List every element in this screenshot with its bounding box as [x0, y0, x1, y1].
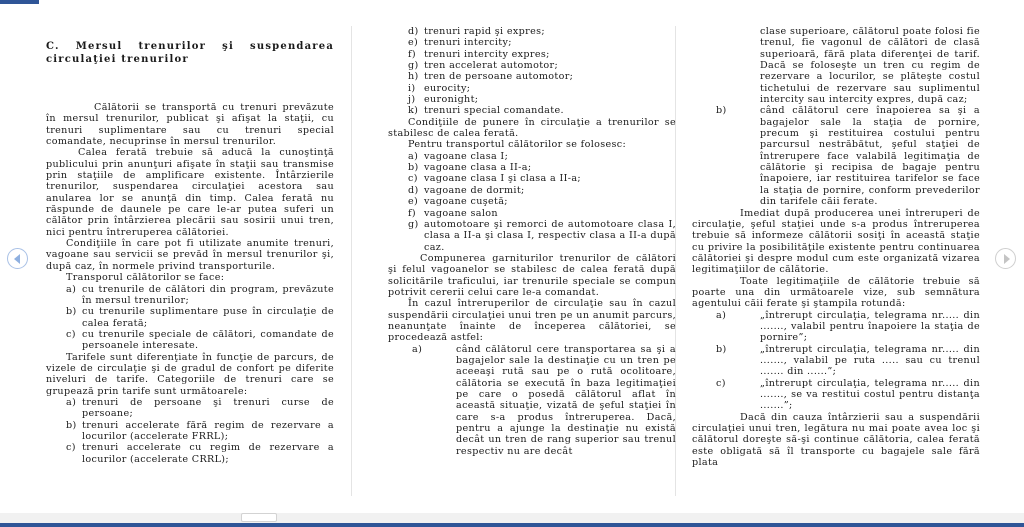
- list-item: [46, 284, 334, 307]
- column-right: [692, 26, 980, 468]
- list-item: [388, 49, 676, 60]
- list-label: g): [408, 60, 419, 72]
- paragraph: Condiţiile de punere în circulaţie a trenurilor se stabilesc de calea ferată.: [388, 116, 676, 140]
- list-text: euronight;: [424, 94, 479, 106]
- list-label: d): [408, 26, 419, 37]
- column-middle: [388, 26, 676, 457]
- chevron-left-icon: [14, 254, 20, 264]
- list-item: [46, 329, 334, 352]
- paragraph: Calea ferată trebuie să aducă la cunoştinţă publicului prin anunţuri afişate în staţii sau transmise prin staţiile de amplificare existente. Întârzierile trenurilor, suspendarea circulaţiei acestora sau anularea lor se anunţă din timp. Calea ferată nu răspunde de daunele pe care le-ar putea suferi un călător prin întârzierea plecării sau sosirii unui tren, nici pentru întreruperea călătoriei.: [46, 147, 334, 238]
- list-label: d): [408, 184, 419, 196]
- list-text: trenuri intercity;: [424, 37, 512, 49]
- list-text: vagoane clasa I;: [424, 150, 509, 162]
- list-label: b): [716, 343, 727, 355]
- list-label: i): [408, 82, 416, 94]
- list-label: a): [412, 343, 423, 355]
- list-item: [388, 196, 676, 207]
- list-text: „întrerupt circulaţia, telegrama nr..... din ......., valabil pe ruta ..... sau cu trenul ....... din ......”;: [760, 343, 980, 378]
- list-text: „întrerupt circulaţia, telegrama nr..... din ......., valabil pentru înapoiere la staţia de pornire”;: [760, 309, 980, 344]
- paragraph: Transporul călătorilor se face:: [66, 272, 225, 284]
- previous-page-button[interactable]: [7, 248, 28, 269]
- list-text: tren de persoane automotor;: [424, 71, 574, 83]
- list-text: cu trenurile suplimentare puse în circulaţie de calea ferată;: [82, 306, 334, 329]
- list-item: [46, 306, 334, 329]
- column-left: [46, 40, 334, 465]
- list-item: [388, 344, 676, 457]
- list-item: [388, 185, 676, 196]
- list-text: vagoane clasa a II-a;: [424, 162, 532, 174]
- list-item: [388, 162, 676, 173]
- list-text: automotoare şi remorci de automotoare clasa I, clasa a II-a şi clasa I, respectiv clasa a II-a după caz.: [424, 218, 676, 253]
- chevron-right-icon: [1004, 254, 1010, 264]
- list-label: b): [408, 162, 419, 174]
- list-label: c): [716, 377, 726, 389]
- list-label: g): [408, 218, 419, 230]
- list-item: [388, 173, 676, 184]
- list-item: [388, 37, 676, 48]
- list-label: e): [408, 196, 419, 208]
- list-text: vagoane clasa I şi clasa a II-a;: [424, 173, 582, 185]
- list-label: a): [66, 396, 77, 408]
- list-text: tren accelerat automotor;: [424, 60, 559, 72]
- list-item: [388, 105, 676, 116]
- list-label: a): [716, 309, 727, 321]
- list-text: vagoane cuşetă;: [424, 196, 508, 208]
- list-text: trenuri accelerate fără regim de rezervare a locurilor (accelerate FRRL);: [82, 419, 334, 442]
- list-label: c): [66, 442, 76, 454]
- list-label: j): [408, 94, 416, 106]
- paragraph: Tarifele sunt diferenţiate în funcţie de parcurs, de vizele de circulaţie şi de gradul de confort pe diferite niveluri de tarife. Categoriile de trenuri care se grupează prin tarife sunt următoarele:: [46, 351, 334, 397]
- list-label: b): [716, 105, 727, 117]
- paragraph: Compunerea garniturilor trenurilor de călători şi felul vagoanelor se stabilesc de calea ferată după solicitările traficului, iar trenurile speciale se compun potrivit cererii celui care le-a comandat.: [388, 252, 676, 298]
- list-label: f): [408, 48, 416, 60]
- list-item: [388, 208, 676, 219]
- status-bar: [0, 523, 1024, 527]
- list-label: b): [66, 419, 77, 431]
- list-text: trenuri accelerate cu regim de rezervare a locurilor (accelerate CRRL);: [82, 442, 334, 465]
- list-item: [692, 310, 980, 344]
- list-item: [692, 344, 980, 378]
- list-item: [46, 420, 334, 443]
- list-item: [388, 26, 676, 37]
- list-text: trenuri de persoane şi trenuri curse de persoane;: [82, 396, 334, 420]
- list-item: [388, 71, 676, 82]
- column-separator: [351, 26, 352, 496]
- list-item: [388, 219, 676, 253]
- list-label: c): [66, 328, 76, 340]
- list-label: b): [66, 306, 77, 318]
- list-text-continued: clase superioare, călătorul poate folosi fie trenul, fie vagonul de călători de clasă superioară, fără plata diferenţei de tarif. Dacă se foloseşte un tren cu regim de rezervare a locurilor, se plăteşte costul tichetului de rezervare sau suplimentul intercity sau intercity expres, după caz;: [760, 26, 980, 106]
- list-item: [46, 442, 334, 465]
- paragraph: Călătorii se transportă cu trenuri prevăzute în mersul trenurilor, publicat şi afişat la staţii, cu trenuri suplimentare sau cu trenuri special comandate, necuprinse în mersul trenurilor.: [46, 102, 334, 148]
- list-label: e): [408, 37, 419, 49]
- list-item: [46, 397, 334, 420]
- list-item: [388, 60, 676, 71]
- list-label: f): [408, 207, 416, 219]
- list-item: [388, 94, 676, 105]
- list-text: trenuri intercity expres;: [424, 48, 550, 60]
- next-page-button[interactable]: [995, 248, 1016, 269]
- list-text: cu trenurile speciale de călători, comandate de persoanele interesate.: [82, 328, 334, 352]
- list-text: cu trenurile de călători din program, prevăzute în mersul trenurilor;: [82, 283, 334, 306]
- paragraph: Condiţiile în care pot fi utilizate anumite trenuri, vagoane sau servicii se prevăd în mersul trenurilor şi, după caz, în normele privind transporturile.: [46, 238, 334, 272]
- paragraph: Dacă din cauza întârzierii sau a suspendării circulaţiei unui tren, legătura nu mai poate avea loc şi călătorul doreşte să-şi continue călătoria, calea ferată este obligată să îl transporte cu bagajele sale fără plata: [692, 411, 980, 469]
- section-heading: C. Mersul trenurilor şi suspendarea circulaţiei trenurilor: [46, 41, 334, 65]
- paragraph: Imediat după producerea unei întreruperi de circulaţie, şeful staţiei unde s-a produs întreruperea trebuie să informeze călătorii sosiţi în această staţie cu privire la posibilităţile existente pentru continuarea călătoriei şi despre modul cum este organizată vizarea legitimaţiilor de călătorie.: [692, 207, 980, 276]
- list-text: eurocity;: [424, 82, 471, 94]
- list-text: când călătorul cere transportarea sa şi a bagajelor sale la destinaţie cu un tren pe aceeaşi rută sau pe o rută ocolitoare, călătoria se execută în baza legitimaţiei pe care o posedă călătorul aflat în această situaţie, vizată de şeful staţiei în care s-a produs întreruperea. Dacă, pentru a ajunge la destinaţie nu există decât un tren de rang superior sau trenul respectiv nu are decât: [456, 343, 676, 457]
- list-text: trenuri special comandate.: [424, 105, 564, 117]
- paragraph: În cazul întreruperilor de circulaţie sau în cazul suspendării circulaţiei unui tren pe un anumit parcurs, neanunţate înainte de începerea călătoriei, se procedează astfel:: [388, 298, 676, 344]
- scrollbar-thumb[interactable]: [241, 513, 277, 522]
- paragraph: Toate legitimaţiile de călătorie trebuie să poarte una din următoarele vize, sub semnătura agentului căii ferate şi ştampila rotundă:: [692, 275, 980, 310]
- list-text: „întrerupt circulaţia, telegrama nr..... din ......., se va restitui costul pentru distanţa .......”;: [760, 377, 980, 412]
- list-label: c): [408, 173, 418, 185]
- list-item: [388, 83, 676, 94]
- horizontal-scrollbar[interactable]: [0, 513, 1024, 523]
- paragraph: Pentru transportul călătorilor se folosesc:: [408, 139, 627, 151]
- list-item: [692, 378, 980, 412]
- list-label: h): [408, 71, 419, 83]
- list-label: k): [408, 105, 419, 117]
- list-text: trenuri rapid şi expres;: [424, 26, 545, 37]
- list-item: [388, 151, 676, 162]
- list-text: vagoane de dormit;: [424, 184, 525, 196]
- list-text: când călătorul cere înapoierea sa şi a bagajelor sale la staţia de pornire, precum şi restituirea costului pentru parcursul nestrăbătut, şeful staţiei de întrerupere face valabilă legitimaţia de călătorie şi recipisa de bagaje pentru înapoiere, iar restituirea tarifelor se face la staţia de pornire, conform prevederilor din tarifele căii ferate.: [760, 105, 980, 208]
- list-label: a): [408, 150, 419, 162]
- list-item: [692, 105, 980, 207]
- list-label: a): [66, 283, 77, 295]
- list-text: vagoane salon: [424, 207, 498, 219]
